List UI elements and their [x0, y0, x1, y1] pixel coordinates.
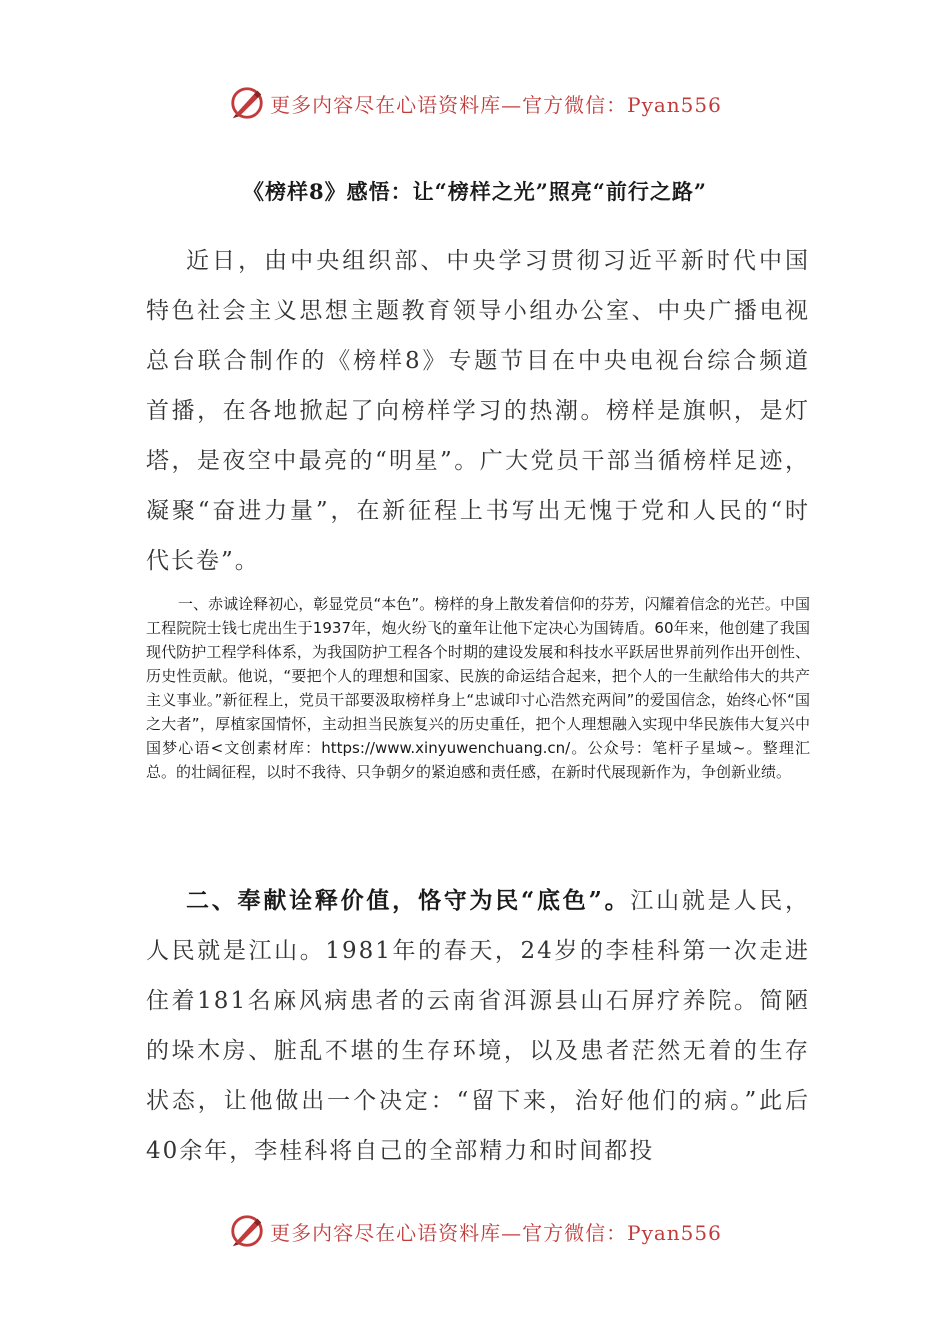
header-banner — [0, 83, 950, 123]
banner-text: 更多内容尽在心语资料库—官方微信：Pyan556 — [270, 1220, 722, 1245]
banner-text: 更多内容尽在心语资料库—官方微信：Pyan556 — [270, 92, 722, 117]
section-2-body: 江山就是人民，人民就是江山。1981年的春天，24岁的李桂科第一次走进住着181名麻风病患者的云南省洱源县山石屏疗养院。简陋的垛木房、脏乱不堪的生存环境，以及患者茫然无着的生存状态，让他做出一个决定：“留下来，治好他们的病。”此后40余年，李桂科将自己的全部精力和时间都投 — [146, 888, 810, 1164]
footer-banner — [0, 1211, 950, 1251]
section-2-paragraph — [146, 876, 810, 1176]
section-1-paragraph: 一、赤诚诠释初心，彰显党员“本色”。榜样的身上散发着信仰的芬芳，闪耀着信念的光芒。中国工程院院士钱七虎出生于1937年，炮火纷飞的童年让他下定决心为国铸盾。60年来，他创建了我国现代防护工程学科体系，为我国防护工程各个时期的建设发展和科技水平跃居世界前列作出开创性、历史性贡献。他说，“要把个人的理想和国家、民族的命运结合起来，把个人的一生献给伟大的共产主义事业。”新征程上，党员干部要汲取榜样身上“忠诚印寸心浩然充两间”的爱国信念，始终心怀“国之大者”，厚植家国情怀，主动担当民族复兴的历史重任，把个人理想融入实现中华民族伟大复兴中国梦心语<文创素材库：https://www.xinyuwenchuang.cn/。公众号：笔杆子星域~。整理汇总。的壮阔征程，以时不我待、只争朝夕的紧迫感和责任感，在新时代展现新作为，争创新业绩。 — [146, 595, 810, 781]
section-2-heading: 二、奉献诠释价值，恪守为民“底色”。 — [186, 887, 631, 914]
document-title: 《榜样8》感悟：让“榜样之光”照亮“前行之路” — [243, 179, 707, 204]
pen-logo-icon — [228, 1212, 266, 1250]
pen-logo-icon — [228, 84, 266, 122]
intro-paragraph: 近日，由中央组织部、中央学习贯彻习近平新时代中国特色社会主义思想主题教育领导小组办公室、中央广播电视总台联合制作的《榜样8》专题节目在中央电视台综合频道首播，在各地掀起了向榜样学习的热潮。榜样是旗帜，是灯塔，是夜空中最亮的“明星”。广大党员干部当循榜样足迹，凝聚“奋进力量”，在新征程上书写出无愧于党和人民的“时代长卷”。 — [146, 248, 810, 574]
